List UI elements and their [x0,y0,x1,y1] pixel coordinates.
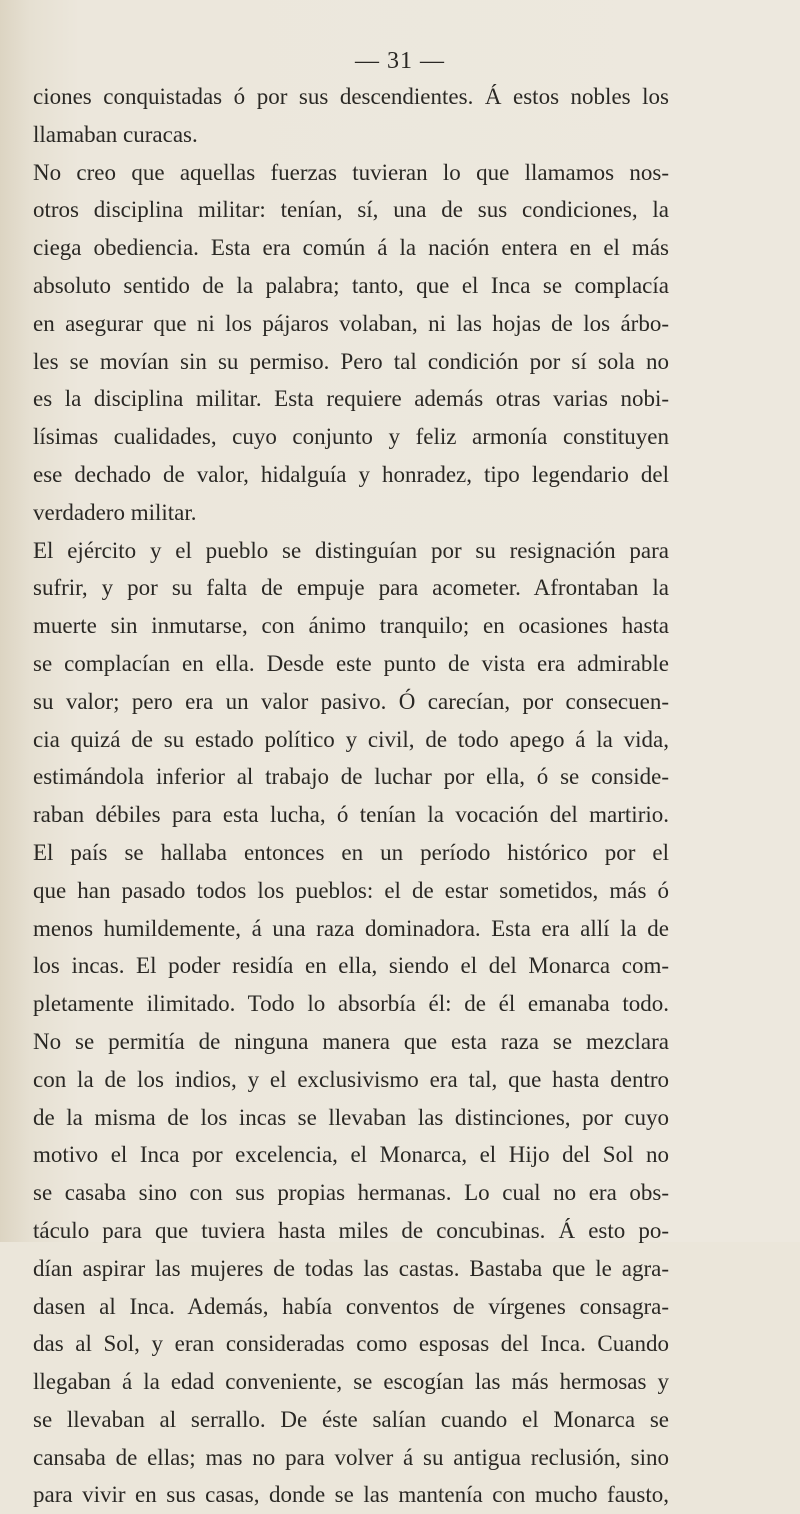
body-text [33,78,669,1514]
text-line: menos humildemente, á una raza dominadora. Esta era allí la de [33,915,669,941]
text-line: El país se hallaba entonces en un período histórico por el [33,839,669,865]
text-line: lísimas cualidades, cuyo conjunto y feliz armonía constituyen [33,424,669,450]
text-line: cansaba de ellas; mas no para volver á su antigua reclusión, sino [33,1444,669,1470]
text-line: ciega obediencia. Esta era común á la nación entera en el más [33,235,669,261]
text-line: otros disciplina militar: tenían, sí, una de sus condiciones, la [33,197,669,223]
text-line: llamaban curacas. [33,121,198,147]
text-line: No creo que aquellas fuerzas tuvieran lo que llamamos nos- [33,159,669,185]
text-line: muerte sin inmutarse, con ánimo tranquilo; en ocasiones hasta [33,613,669,639]
text-line: motivo el Inca por excelencia, el Monarca, el Hijo del Sol no [33,1142,669,1168]
text-line: raban débiles para esta lucha, ó tenían la vocación del martirio. [33,802,669,828]
text-line: das al Sol, y eran consideradas como esposas del Inca. Cuando [33,1331,669,1357]
text-line: verdadero militar. [33,499,197,525]
text-line: se casaba sino con sus propias hermanas. Lo cual no era obs- [33,1180,669,1206]
text-line: sufrir, y por su falta de empuje para acometer. Afrontaban la [33,575,669,601]
text-line: de la misma de los incas se llevaban las distinciones, por cuyo [33,1104,669,1130]
text-line: dasen al Inca. Además, había conventos de vírgenes consagra- [33,1293,669,1319]
text-line: absoluto sentido de la palabra; tanto, que el Inca se complacía [33,272,669,298]
text-line: estimándola inferior al trabajo de luchar por ella, ó se conside- [33,764,669,790]
text-line: los incas. El poder residía en ella, siendo el del Monarca com- [33,953,669,979]
text-line: ese dechado de valor, hidalguía y honradez, tipo legendario del [33,461,669,487]
text-line: con la de los indios, y el exclusivismo era tal, que hasta dentro [33,1066,669,1092]
text-line: táculo para que tuviera hasta miles de concubinas. Á esto po- [33,1217,669,1243]
text-line: El ejército y el pueblo se distinguían por su resignación para [33,537,669,563]
text-line: llegaban á la edad conveniente, se escogían las más hermosas y [33,1369,669,1395]
text-line: su valor; pero era un valor pasivo. Ó carecían, por consecuen- [33,688,669,714]
text-line: cia quizá de su estado político y civil, de todo apego á la vida, [33,726,669,752]
page-number: — 31 — [355,48,445,74]
text-line: en asegurar que ni los pájaros volaban, ni las hojas de los árbo- [33,310,669,336]
text-line: para vivir en sus casas, donde se las mantenía con mucho fausto, [33,1482,669,1508]
text-line: se complacían en ella. Desde este punto de vista era admirable [33,650,669,676]
text-line: pletamente ilimitado. Todo lo absorbía él: de él emanaba todo. [33,991,669,1017]
text-line: No se permitía de ninguna manera que esta raza se mezclara [33,1028,669,1054]
text-line: ciones conquistadas ó por sus descendientes. Á estos nobles los [33,84,669,109]
text-line: les se movían sin su permiso. Pero tal condición por sí sola no [33,348,669,374]
text-line: dían aspirar las mujeres de todas las castas. Bastaba que le agra- [33,1255,669,1281]
text-line: que han pasado todos los pueblos: el de estar sometidos, más ó [33,877,669,903]
text-line: se llevaban al serrallo. De éste salían cuando el Monarca se [33,1406,669,1432]
text-line: es la disciplina militar. Esta requiere además otras varias nobi- [33,386,669,412]
